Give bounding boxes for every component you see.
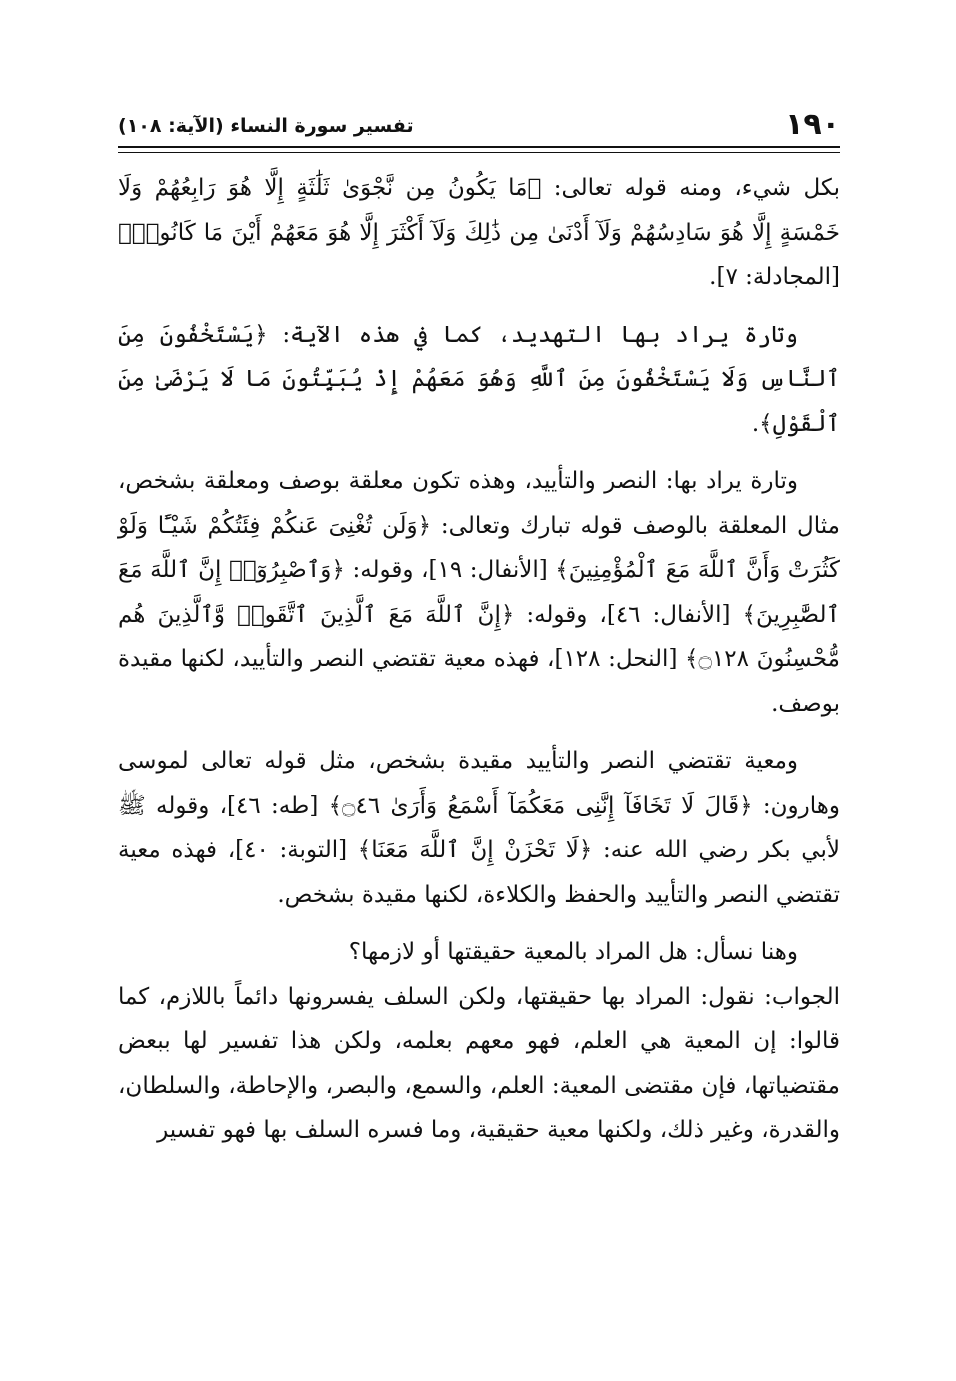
paragraph: بكل شيء، ومنه قوله تعالى: ﴿مَا يَكُونُ مِن نَّجْوَىٰ ثَلَٰثَةٍ إِلَّا هُوَ رَابِعُهُمْ وَلَا خَمْسَةٍ إِلَّا هُوَ سَادِسُهُمْ وَلَآ أَدْنَىٰ مِن ذَٰلِكَ وَلَآ أَكْثَرَ إِلَّا هُوَ مَعَهُمْ أَيْنَ مَا كَانُوا۟﴾ [المجادلة: ٧]. — [118, 175, 840, 290]
running-title: تفسير سورة النساء (الآية: ١٠٨) — [118, 115, 414, 137]
body-text — [118, 166, 840, 1166]
paragraph: ومعية تقتضي النصر والتأييد مقيدة بشخص، مثل قوله تعالى لموسى وهارون: ﴿قَالَ لَا تَخَافَآ إِنَّنِى مَعَكُمَآ أَسْمَعُ وَأَرَىٰ ۝٤٦﴾ [طه: ٤٦]، وقوله ﷺ لأبي بكر رضي الله عنه: ﴿لَا تَحْزَنْ إِنَّ ٱللَّهَ مَعَنَا﴾ [التوبة: ٤٠]، فهذه معية تقتضي النصر والتأييد والحفظ والكلاءة، لكنها مقيدة بشخص. — [118, 748, 840, 908]
header-rule — [118, 146, 840, 148]
paragraph: وتارة يراد بها التهديد، كما في هذه الآية: ﴿يَسْتَخْفُونَ مِنَ ٱلنَّاسِ وَلَا يَسْتَخْفُونَ مِنَ ٱللَّهِ وَهُوَ مَعَهُمْ إِذْ يُبَيِّتُونَ مَا لَا يَرْضَىٰ مِنَ ٱلْقَوْلِ﴾. — [118, 321, 840, 437]
header-rule-thin — [118, 152, 840, 153]
page-number: ١٩٠ — [785, 107, 840, 142]
page-header — [118, 96, 840, 142]
paragraph: وهنا نسأل: هل المراد بالمعية حقيقتها أو لازمها؟ — [348, 939, 798, 965]
paragraph: وتارة يراد بها: النصر والتأييد، وهذه تكون معلقة بوصف ومعلقة بشخص، مثال المعلقة بالوصف قوله تبارك وتعالى: ﴿وَلَن تُغْنِىَ عَنكُمْ فِئَتُكُمْ شَيْـًٔا وَلَوْ كَثُرَتْ وَأَنَّ ٱللَّهَ مَعَ ٱلْمُؤْمِنِينَ﴾ [الأنفال: ١٩]، وقوله: ﴿وَٱصْبِرُوٓا۟ إِنَّ ٱللَّهَ مَعَ ٱلصَّٰبِرِينَ﴾ [الأنفال: ٤٦]، وقوله: ﴿إِنَّ ٱللَّهَ مَعَ ٱلَّذِينَ ٱتَّقَوا۟ وَّٱلَّذِينَ هُم مُّحْسِنُونَ ۝١٢٨﴾ [النحل: ١٢٨]، فهذه معية تقتضي النصر والتأييد، لكنها مقيدة بوصف. — [118, 468, 841, 717]
paragraph: الجواب: نقول: المراد بها حقيقتها، ولكن السلف يفسرونها دائماً باللازم، كما قالوا: إن المعية هي العلم، فهو معهم بعلمه، ولكن هذا تفسير لها ببعض مقتضياتها، فإن مقتضى المعية: العلم، والسمع، والبصر، والإحاطة، والسلطان، والقدرة، وغير ذلك، ولكنها معية حقيقية، وما فسره السلف بها فهو تفسير — [118, 983, 840, 1143]
